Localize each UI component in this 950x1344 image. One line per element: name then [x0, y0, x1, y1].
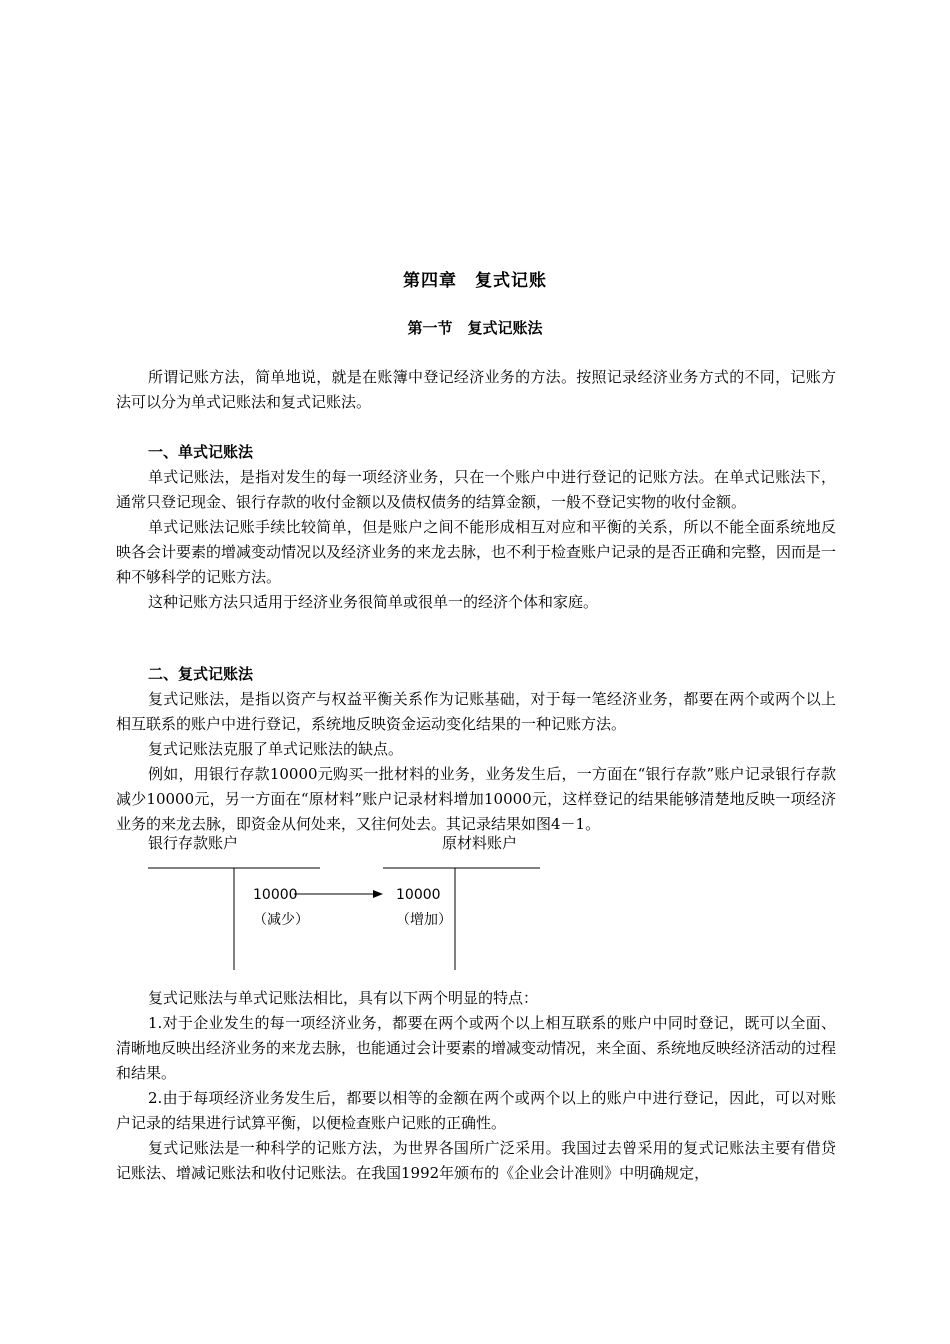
- intro-paragraph: 所谓记账方法，简单地说，就是在账簿中登记经济业务的方法。按照记录经济业务方式的不同，记账方法可以分为单式记账法和复式记账法。: [116, 368, 836, 411]
- right-account-title: 原材料账户: [442, 834, 518, 852]
- single-entry-paragraph-3: 这种记账方法只适用于经济业务很简单或很单一的经济个体和家庭。: [148, 593, 599, 611]
- double-entry-paragraph-1: 复式记账法，是指以资产与权益平衡关系作为记账基础，对于每一笔经济业务，都要在两个或两个以上相互联系的账户中进行登记，系统地反映资金运动变化结果的一种记账方法。: [116, 690, 836, 733]
- section-title: 第一节 复式记账法: [407, 319, 543, 337]
- t-account-diagram: [0, 828, 950, 978]
- single-entry-paragraph-2: 单式记账法记账手续比较简单，但是账户之间不能形成相互对应和平衡的关系，所以不能全面系统地反映各会计要素的增减变动情况以及经济业务的来龙去脉，也不利于检查账户记录的是否正确和完整，因而是一种不够科学的记账方法。: [116, 518, 837, 586]
- right-amount: 10000: [396, 887, 441, 903]
- comparison-paragraph-4: 复式记账法是一种科学的记账方法，为世界各国所广泛采用。我国过去曾采用的复式记账法主要有借贷记账法、增减记账法和收付记账法。在我国1992年颁布的《企业会计准则》中明确规定，: [116, 1139, 836, 1182]
- comparison-block: [116, 986, 836, 1186]
- intro-block: [116, 365, 836, 415]
- right-note: （增加）: [396, 912, 452, 928]
- left-note: （减少）: [253, 912, 309, 928]
- chapter-title: 第四章 复式记账: [403, 271, 547, 291]
- single-entry-block: [116, 440, 836, 615]
- double-entry-paragraph-3: 例如，用银行存款10000元购买一批材料的业务，业务发生后，一方面在“银行存款”账户记录银行存款减少10000元，另一方面在“原材料”账户记录材料增加10000元，这样登记的结果能够清楚地反映一项经济业务的来龙去脉，即资金从何处来，又往何处去。其记录结果如图4－1。: [116, 765, 836, 833]
- comparison-paragraph-3: 2.由于每项经济业务发生后，都要以相等的金额在两个或两个以上的账户中进行登记，因此，可以对账户记录的结果进行试算平衡，以便检查账户记账的正确性。: [116, 1089, 836, 1132]
- double-entry-block: [116, 662, 836, 837]
- left-amount: 10000: [253, 887, 298, 903]
- double-entry-paragraph-2: 复式记账法克服了单式记账法的缺点。: [148, 740, 404, 758]
- comparison-paragraph-1: 复式记账法与单式记账法相比，具有以下两个明显的特点：: [148, 989, 539, 1007]
- single-entry-heading: 一、单式记账法: [148, 443, 254, 461]
- double-entry-heading: 二、复式记账法: [148, 665, 254, 683]
- left-account-title: 银行存款账户: [148, 834, 239, 852]
- single-entry-paragraph-1: 单式记账法，是指对发生的每一项经济业务，只在一个账户中进行登记的记账方法。在单式记账法下，通常只登记现金、银行存款的收付金额以及债权债务的结算金额，一般不登记实物的收付金额。: [116, 468, 836, 511]
- comparison-paragraph-2: 1.对于企业发生的每一项经济业务，都要在两个或两个以上相互联系的账户中同时登记，既可以全面、清晰地反映出经济业务的来龙去脉，也能通过会计要素的增减变动情况，来全面、系统地反映经济活动的过程和结果。: [116, 1014, 837, 1082]
